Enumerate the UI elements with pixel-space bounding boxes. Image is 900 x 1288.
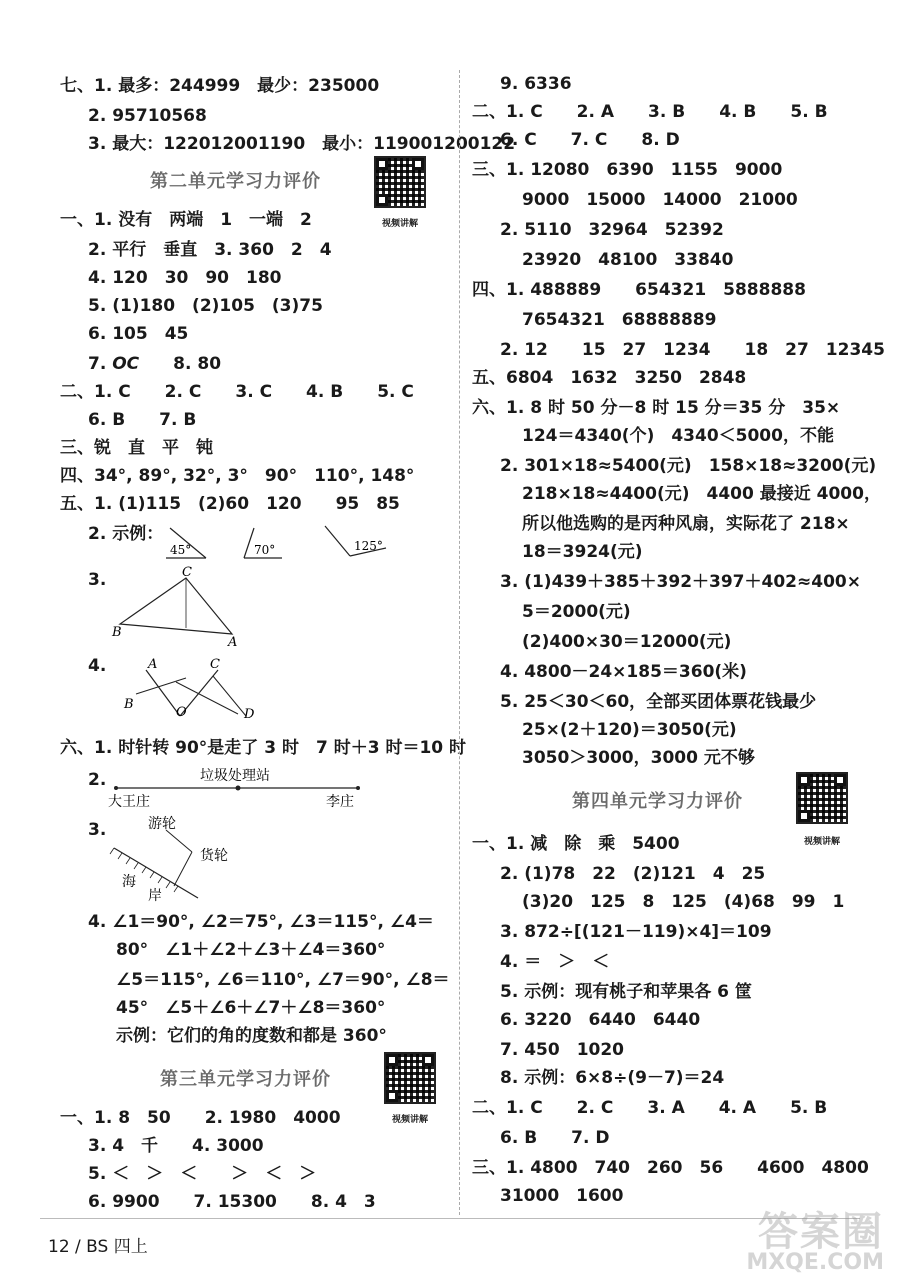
answer-line: 三、锐 直 平 钝 <box>60 438 213 458</box>
angle-label-45: 45° <box>170 543 192 557</box>
ship-figure <box>108 812 258 902</box>
answer-line: 一、1. 8 50 2. 1980 4000 <box>60 1108 341 1128</box>
sea-label: 海 <box>122 874 136 890</box>
vertex-c-label: C <box>182 565 192 580</box>
answer-line: 7654321 68888889 <box>522 310 717 330</box>
answer-line: 6. C 7. C 8. D <box>500 130 680 150</box>
shore-label: 岸 <box>148 888 162 902</box>
label-b: B <box>124 697 134 712</box>
answer-rest: 8. 80 <box>139 354 222 374</box>
answer-line: 5. 示例：现有桃子和苹果各 6 筐 <box>500 982 752 1002</box>
answer-line: 23920 48100 33840 <box>522 250 734 270</box>
answer-line <box>88 352 221 376</box>
ship-1-label: 游轮 <box>148 816 176 832</box>
answer-line: 218×18≈4400(元) 4400 最接近 4000， <box>522 484 881 504</box>
answer-line: 五、1. (1)115 (2)60 120 95 85 <box>60 494 400 514</box>
answer-line: 2. 5110 32964 52392 <box>500 220 724 240</box>
angle-label-125: 125° <box>354 539 383 553</box>
column-divider <box>459 70 460 1215</box>
label-d: D <box>244 707 255 722</box>
answer-line: 二、1. C 2. C 3. A 4. A 5. B <box>472 1098 828 1118</box>
answer-line: 六、1. 8 时 50 分－8 时 15 分＝35 分 35× <box>472 398 841 418</box>
answer-line: 2. 示例： <box>88 524 164 544</box>
answer-line: 7. 450 1020 <box>500 1040 625 1060</box>
answer-line: 2. 95710568 <box>88 106 207 126</box>
page-footer: 12 / BS 四上 <box>48 1237 148 1257</box>
vertex-a-label: A <box>228 635 238 650</box>
section-title-unit3: 第三单元学习力评价 <box>160 1069 331 1090</box>
answer-line: 三、1. 12080 6390 1155 9000 <box>472 160 783 180</box>
answer-line: 5. ＜ ＞ ＜ ＞ ＜ ＞ <box>88 1164 317 1184</box>
answer-line: 9000 15000 14000 21000 <box>522 190 798 210</box>
answer-line: 一、1. 没有 两端 1 一端 2 <box>60 210 312 230</box>
qr-finder <box>386 1090 398 1102</box>
section-title-unit2: 第二单元学习力评价 <box>150 171 321 192</box>
label-o: O <box>176 705 187 720</box>
answer-line: 2. 平行 垂直 3. 360 2 4 <box>88 240 332 260</box>
ship-2-label: 货轮 <box>200 848 228 864</box>
answer-line: 6. 9900 7. 15300 8. 4 3 <box>88 1192 376 1212</box>
qr-finder <box>798 810 810 822</box>
answer-line: 4. 4800－24×185＝360(米) <box>500 662 747 682</box>
station-label: 垃圾处理站 <box>200 768 270 784</box>
answer-line: ∠5＝115°, ∠6＝110°, ∠7＝90°, ∠8＝ <box>116 970 450 990</box>
answer-line: 25×(2＋120)＝3050(元) <box>522 720 737 740</box>
answer-line: 3. <box>88 820 107 840</box>
answer-line: (3)20 125 8 125 (4)68 99 1 <box>522 892 845 912</box>
answer-line: 5＝2000(元) <box>522 602 631 622</box>
label-c: C <box>210 657 220 672</box>
answer-line: 3. (1)439＋385＋392＋397＋402≈400× <box>500 572 861 592</box>
village-1-label: 大王庄 <box>108 794 150 810</box>
answer-line: 3. 4 千 4. 3000 <box>88 1136 264 1156</box>
answer-line: 3. 872÷[(121－119)×4]＝109 <box>500 922 772 942</box>
triangle-figure <box>108 564 248 652</box>
answer-line: 6. B 7. D <box>500 1128 610 1148</box>
answer-line: 124＝4340(个) 4340＜5000，不能 <box>522 426 834 446</box>
answer-line: 5. (1)180 (2)105 (3)75 <box>88 296 323 316</box>
answer-line: (2)400×30＝12000(元) <box>522 632 732 652</box>
answer-line: 9. 6336 <box>500 74 572 94</box>
watermark-text: 答案圈 <box>758 1209 884 1255</box>
qr-label: 视频讲解 <box>392 1115 429 1125</box>
answer-line: 8. 示例：6×8÷(9－7)＝24 <box>500 1068 725 1088</box>
qr-finder <box>422 1054 434 1066</box>
answer-line: 18＝3924(元) <box>522 542 643 562</box>
qr-finder <box>412 158 424 170</box>
qr-finder <box>798 774 810 786</box>
qr-finder <box>376 158 388 170</box>
answer-line: 2. 12 15 27 1234 18 27 12345 <box>500 340 885 360</box>
answer-line: 示例：它们的角的度数和都是 360° <box>116 1026 387 1046</box>
answer-line: 五、6804 1632 3250 2848 <box>472 368 747 388</box>
section-title-unit4: 第四单元学习力评价 <box>572 791 743 812</box>
answer-line: 4. ∠1＝90°, ∠2＝75°, ∠3＝115°, ∠4＝ <box>88 912 434 932</box>
qr-finder <box>834 774 846 786</box>
answer-line: 七、1. 最多：244999 最少：235000 <box>60 76 380 96</box>
answer-line: 4. 120 30 90 180 <box>88 268 282 288</box>
answer-line: 2. 301×18≈5400(元) 158×18≈3200(元) <box>500 456 877 476</box>
answer-line: 一、1. 减 除 乘 5400 <box>472 834 680 854</box>
answer-num: 7. <box>88 354 113 374</box>
answer-line: 31000 1600 <box>500 1186 624 1206</box>
answer-line: 45° ∠5＋∠6＋∠7＋∠8＝360° <box>116 998 386 1018</box>
answer-line: 二、1. C 2. A 3. B 4. B 5. B <box>472 102 828 122</box>
answer-line: 六、1. 时针转 90°是走了 3 时 7 时＋3 时＝10 时 <box>60 738 467 758</box>
answer-line: 4. <box>88 656 107 676</box>
watermark-logo <box>710 1200 890 1280</box>
label-a: A <box>148 657 158 672</box>
answer-line: 6. 3220 6440 6440 <box>500 1010 701 1030</box>
answer-line: 6. 105 45 <box>88 324 189 344</box>
answer-line: 四、34°, 89°, 32°, 3° 90° 110°, 148° <box>60 466 415 486</box>
qr-label: 视频讲解 <box>804 837 841 847</box>
angle-examples-figure <box>160 520 400 562</box>
answer-line: 四、1. 488889 654321 5888888 <box>472 280 806 300</box>
qr-finder <box>386 1054 398 1066</box>
answer-line: 5. 25＜30＜60，全部买团体票花钱最少 <box>500 692 817 712</box>
answer-line: 三、1. 4800 740 260 56 4600 4800 <box>472 1158 869 1178</box>
answer-line: 3. <box>88 570 107 590</box>
answer-italic: OC <box>112 354 140 374</box>
answer-line: 2. (1)78 22 (2)121 4 25 <box>500 864 766 884</box>
watermark-url: MXQE.COM <box>746 1250 884 1275</box>
answer-line: 3. 最大：122012001190 最小：119001200122 <box>88 134 516 154</box>
answer-line: 二、1. C 2. C 3. C 4. B 5. C <box>60 382 414 402</box>
perpendicular-figure <box>118 656 268 724</box>
qr-label: 视频讲解 <box>382 219 419 229</box>
answer-line: 2. <box>88 770 107 790</box>
answer-line: 6. B 7. B <box>88 410 197 430</box>
village-2-label: 李庄 <box>326 794 354 810</box>
village-map-figure <box>108 766 368 810</box>
answer-line: 4. ＝ ＞ ＜ <box>500 952 610 972</box>
answer-line: 80° ∠1＋∠2＋∠3＋∠4＝360° <box>116 940 386 960</box>
vertex-b-label: B <box>112 625 122 640</box>
qr-finder <box>376 194 388 206</box>
answer-line: 3050＞3000，3000 元不够 <box>522 748 755 768</box>
answer-line: 所以他选购的是丙种风扇，实际花了 218× <box>522 514 850 534</box>
angle-label-70: 70° <box>254 543 276 557</box>
